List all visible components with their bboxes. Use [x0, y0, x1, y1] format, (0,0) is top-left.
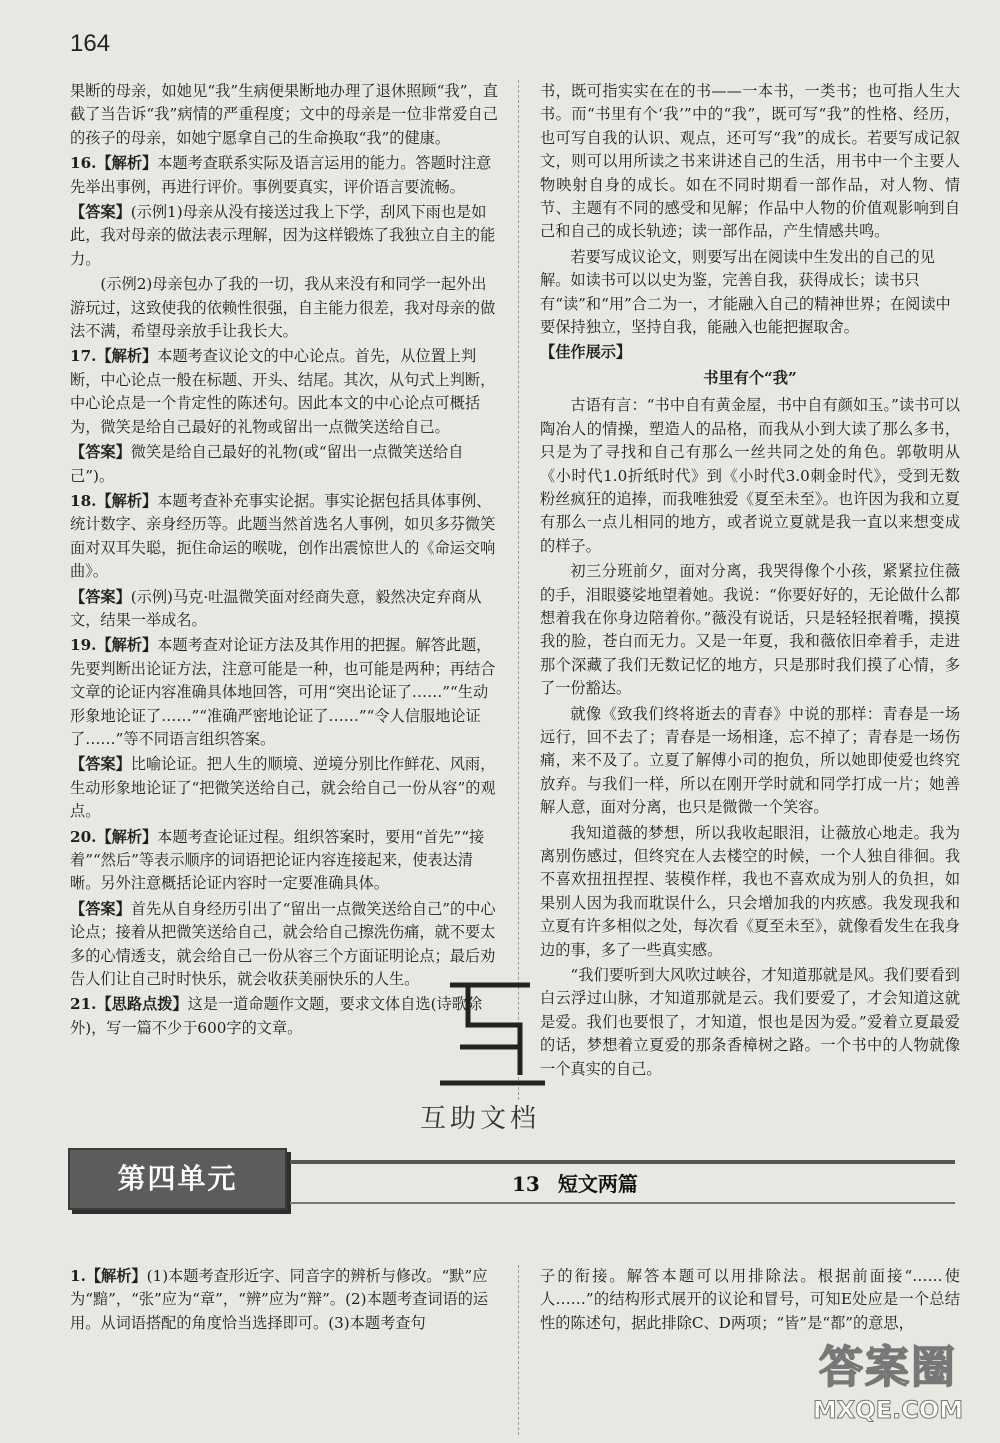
writing-guide-paragraph-2: 若要写成议论文，则要写出在阅读中生发出的自己的见解。如读书可以以史为鉴，完善自我，获得成长；读书只有“读”和“用”合二为一，才能融入自己的精神世界；在阅读中要保持独立，坚持自我，能融入也能把握取舍。 [540, 247, 951, 337]
lesson13-continuation: 子的衔接。解答本题可以用排除法。根据前面接“……使人……”的结构形式展开的议论和冒号，可知E处应是一个总结性的陈述句，据此排除C、D两项；“皆”是“都”的意思， [540, 1267, 960, 1332]
header-rule-bottom [290, 1202, 955, 1204]
essay-paragraph: 古语有言：“书中自有黄金屋，书中自有颜如玉。”读书可以陶冶人的情操，塑造人的品格，而我从小到大读了那么多书，只是为了寻找和自己有那么一丝共同之处的角色。郭敬明从《小时代1.0折纸时代》到《小时代3.0刺金时代》，受到无数粉丝疯狂的追捧，而我唯独爱《夏至未至》。也许因为我和立夏有那么一点儿相同的地方，或者说立夏就是我一直以来想变成的样子。 [540, 396, 960, 555]
lesson13-question-1: 1.【解析】(1)本题考查形近字、同音字的辨析与修改。“默”应为“黯”，“张”应为“章”，“辨”应为“辩”。(2)本题考查词语的运用。从词语搭配的角度恰当选择即可。(3)本题考查句 [70, 1267, 489, 1332]
column-divider-bottom [518, 1265, 519, 1435]
corner-watermark-title: 答案圈 [819, 1342, 957, 1393]
page-number: 164 [70, 30, 111, 57]
essay-paragraph: 就像《致我们终将逝去的青春》中说的那样：青春是一场远行，回不去了；青春是一场相逢，忘不掉了；青春是一场伤痛，来不及了。立夏了解傅小司的抱负，所以她即使爱也终究放弃。与我们一样，所以在刚开学时就和同学打成一片；她善解人意，面对分离，也只是微微一个笑容。 [540, 704, 960, 817]
answer-17: 【答案】微笑是给自己最好的礼物(或“留出一点微笑送给自己”)。 [70, 443, 464, 485]
essay-title: 书里有个“我” [703, 368, 797, 387]
left-column [70, 80, 498, 1042]
right-column [540, 80, 960, 1083]
answer-16-example-2: (示例2)母亲包办了我的一切，我从来没有和同学一起外出游玩过，这致使我的依赖性很强，自主能力很差，我对母亲的做法不满，希望母亲放手让我长大。 [70, 275, 496, 341]
lesson-number: 13 [512, 1172, 540, 1196]
unit-label-box [68, 1148, 287, 1210]
writing-guide-paragraph-1: 书，既可指实实在在的书——一本书，一类书；也可指人生大书。而“书里有个‘我’”中的“我”，既可写“我”的性格、经历，也可写自我的认识、观点，还可写“我”的成长。若要写成记叙文，则可以用所读之书来讲述自己的生活，用书中一个主要人物映射自身的成长。如在不同时期看一部作品，对人物、情节、主题有不同的感受和见解；作品中人物的价值观影响到自己和自己的成长轨迹；读一部作品，产生情感共鸣。 [540, 82, 960, 241]
question-20: 20.【解析】本题考查论证过程。组织答案时，要用“首先”“接着”“然后”等表示顺序的词语把论证内容连接起来，使表达清晰。另外注意概括论证内容时一定要准确具体。 [70, 827, 485, 893]
column-divider [518, 80, 519, 1100]
lesson-title [512, 1168, 638, 1197]
lesson-name: 短文两篇 [557, 1172, 638, 1196]
answer-18: 【答案】(示例)马克·吐温微笑面对经商失意，毅然决定弃商从文，结果一举成名。 [70, 587, 482, 629]
answer-20: 【答案】首先从自身经历引出了“留出一点微笑送给自己”的中心论点；接着从把微笑送给自己，就会给自己擦洗伤痛，就不要太多的心情透支，就会给自己一份从容三个方面证明论点；最后劝告人们让自己时时快乐，就会收获美丽快乐的人生。 [70, 899, 496, 989]
corner-watermark-url: MXQE.COM [812, 1396, 964, 1424]
essay-paragraph: 初三分班前夕，面对分离，我哭得像个小孩，紧紧拉住薇的手，泪眼婆娑地望着她。我说：“你要好好的，无论做什么都想着我在你身边陪着你。”薇没有说话，只是轻轻抿着嘴，摸摸我的脸，苍白而无力。又是一年夏，我和薇依旧牵着手，走进那个深藏了我们无数记忆的地方，只是那时我们摸了心情，多了一份豁达。 [540, 562, 960, 698]
watermark-text: 互助文档 [420, 1104, 541, 1134]
watermark-logo-icon [430, 965, 550, 1095]
essay-paragraph: “我们要听到大风吹过峡谷，才知道那就是风。我们要看到白云浮过山脉，才知道那就是云。我们要爱了，才会知道这就是爱。我们也要恨了，才知道，恨也是因为爱。”爱着立夏最爱的话，梦想着立夏爱的那条香樟树之路。一个书中的人物就像一个真实的自己。 [540, 966, 960, 1078]
essay-paragraph: 我知道薇的梦想，所以我收起眼泪，让薇放心地走。我为离别伤感过，但终究在人去楼空的时候，一个人独自徘徊。我不喜欢扭扭捏捏、装模作样，我也不喜欢成为别人的负担，如果别人因为我而耽误什么，只会增加我的内疚感。我发现我和立夏有许多相似之处，每次看《夏至未至》，就像看发生在我身边的事，多了一些真实感。 [540, 823, 960, 959]
header-rule-top [290, 1160, 955, 1164]
question-19: 19.【解析】本题考查对论证方法及其作用的把握。解答此题，先要判断出论证方法，注意可能是一种，也可能是两种；再结合文章的论证内容准确具体地回答，可用“突出论证了……”“生动形象地论证了……”“准确严密地论证了……”“令人信服地论证了……”等不同语言组织答案。 [70, 636, 496, 748]
unit-label: 第四单元 [117, 1162, 238, 1195]
question-16: 16.【解析】本题考查联系实际及语言运用的能力。答题时注意先举出事例，再进行评价。事例要真实，评价语言要流畅。 [70, 154, 492, 196]
intro-paragraph: 果断的母亲，如她见“我”生病便果断地办理了退休照顾“我”，直截了当告诉“我”病情的严重程度；文中的母亲是一位非常爱自己的孩子的母亲，如她宁愿拿自己的生命换取“我”的健康。 [70, 82, 498, 147]
question-18: 18.【解析】本题考查补充事实论据。事实论据包括具体事例、统计数字、亲身经历等。此题当然首选名人事例，如贝多芬微笑面对双耳失聪，扼住命运的喉咙，创作出震惊世人的《命运交响曲》。 [70, 491, 496, 581]
answer-16: 【答案】(示例1)母亲从没有接送过我上下学，刮风下雨也是如此，我对母亲的做法表示理解，因为这样锻炼了我独立自主的能力。 [70, 203, 496, 268]
showcase-heading: 【佳作展示】 [540, 343, 632, 362]
question-21: 21.【思路点拨】这是一道命题作文题，要求文体自选(诗歌除外)，写一篇不少于600字的文章。 [70, 995, 483, 1037]
question-17: 17.【解析】本题考查议论文的中心论点。首先，从位置上判断，中心论点一般在标题、开头、结尾。其次，从句式上判断，中心论点是一个肯定性的陈述句。因此本文的中心论点可概括为，微笑是给自己最好的礼物或留出一点微笑送给自己。 [70, 347, 496, 436]
essay-body [540, 394, 960, 1081]
answer-19: 【答案】比喻论证。把人生的顺境、逆境分别比作鲜花、风雨，生动形象地论证了“把微笑送给自己，就会给自己一份从容”的观点。 [70, 755, 496, 821]
bottom-left-column [70, 1265, 498, 1337]
corner-watermark [788, 1340, 988, 1435]
bottom-right-column [540, 1265, 960, 1337]
